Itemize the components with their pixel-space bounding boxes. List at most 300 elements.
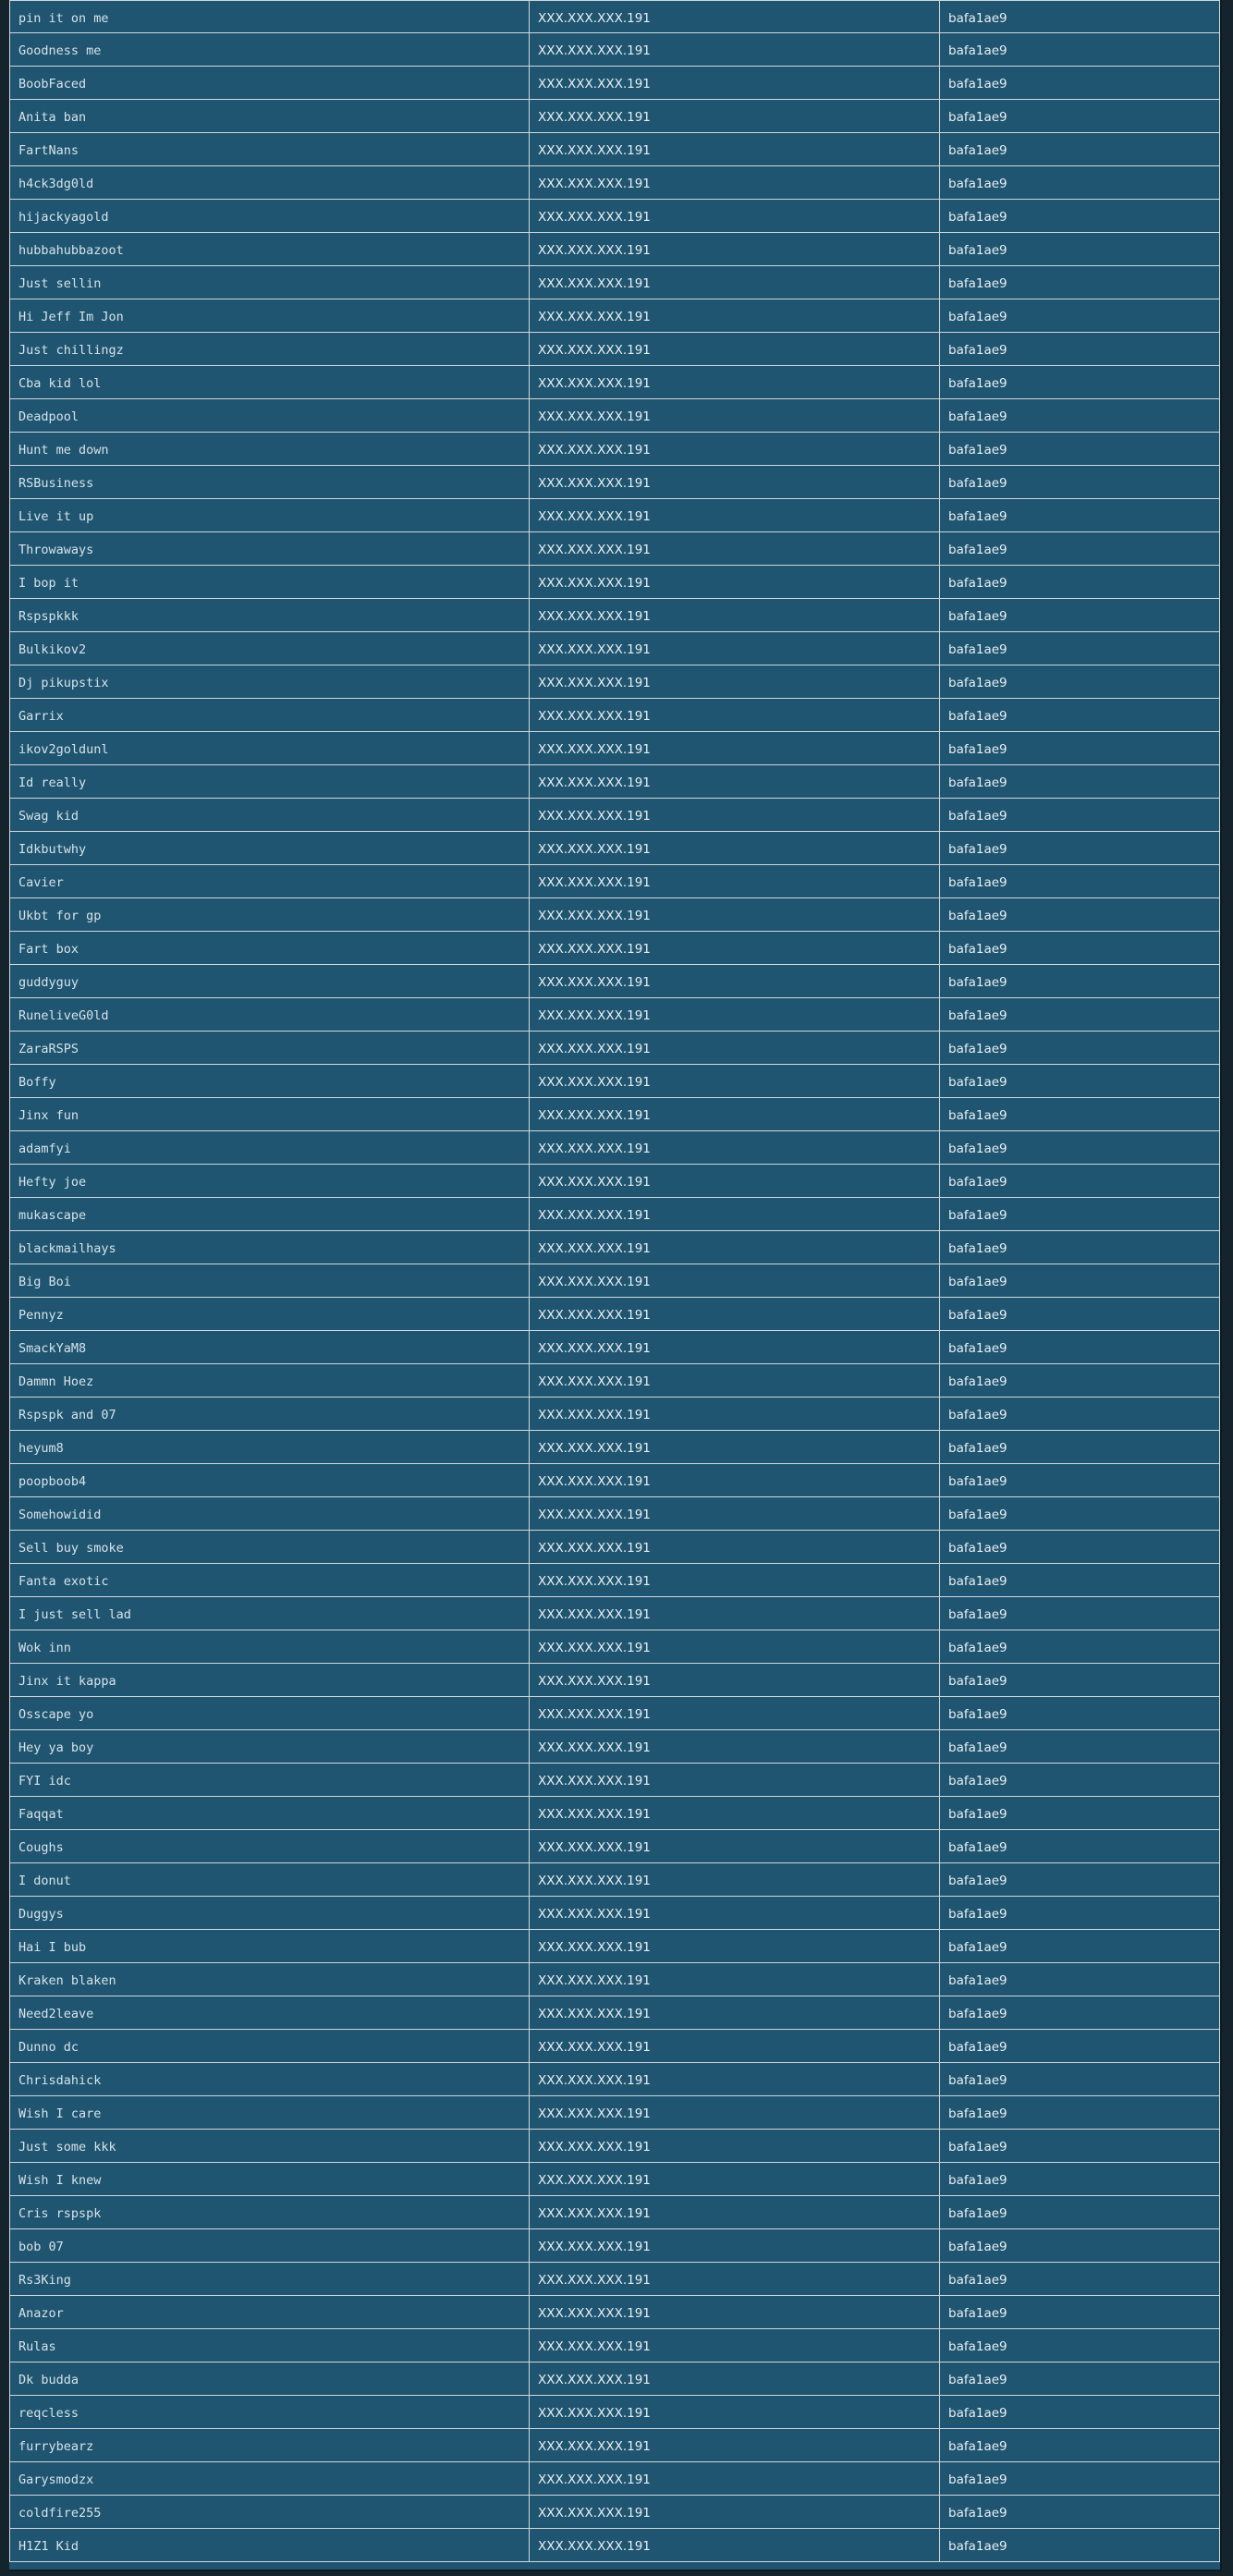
- table-row: [9, 865, 1220, 898]
- ip-address-cell: XXX.XXX.XXX.191: [529, 166, 939, 199]
- username-cell: Hi Jeff Im Jon: [9, 299, 529, 332]
- table-row: [9, 1664, 1220, 1697]
- ip-address-cell: XXX.XXX.XXX.191: [529, 1464, 939, 1496]
- table-row: [9, 2462, 1220, 2496]
- table-row: [9, 1464, 1220, 1497]
- hash-cell: bafa1ae9: [939, 1863, 1220, 1896]
- ip-address-cell: XXX.XXX.XXX.191: [529, 2496, 939, 2528]
- hash-cell: bafa1ae9: [939, 1830, 1220, 1862]
- hash-cell: bafa1ae9: [939, 2163, 1220, 2195]
- hash-cell: bafa1ae9: [939, 2130, 1220, 2162]
- username-cell: I bop it: [9, 566, 529, 598]
- table-row: [9, 1564, 1220, 1597]
- ip-address-cell: XXX.XXX.XXX.191: [529, 1930, 939, 1962]
- table-row: [9, 699, 1220, 732]
- username-cell: guddyguy: [9, 965, 529, 997]
- username-cell: Hunt me down: [9, 433, 529, 465]
- username-cell: Chrisdahick: [9, 2063, 529, 2095]
- hash-cell: bafa1ae9: [939, 699, 1220, 731]
- table-row: [9, 1098, 1220, 1131]
- ip-address-cell: XXX.XXX.XXX.191: [529, 1664, 939, 1696]
- table-row: [9, 2329, 1220, 2362]
- table-row: [9, 0, 1220, 33]
- username-cell: SmackYaM8: [9, 1331, 529, 1363]
- username-cell: Id really: [9, 765, 529, 798]
- accounts-table-panel: [9, 0, 1222, 2571]
- table-row: [9, 2063, 1220, 2096]
- username-cell: Idkbutwhy: [9, 832, 529, 864]
- table-row: [9, 932, 1220, 965]
- username-cell: Fanta exotic: [9, 1564, 529, 1596]
- hash-cell: bafa1ae9: [939, 998, 1220, 1031]
- ip-address-cell: XXX.XXX.XXX.191: [529, 2130, 939, 2162]
- table-row: [9, 1897, 1220, 1930]
- username-cell: Dammn Hoez: [9, 1364, 529, 1397]
- hash-cell: bafa1ae9: [939, 1165, 1220, 1197]
- username-cell: H1Z1 Kid: [9, 2529, 529, 2561]
- username-cell: Ukbt for gp: [9, 898, 529, 931]
- table-row: [9, 2096, 1220, 2130]
- hash-cell: bafa1ae9: [939, 1630, 1220, 1663]
- username-cell: Jinx it kappa: [9, 1664, 529, 1696]
- username-cell: Big Boi: [9, 1264, 529, 1297]
- username-cell: I donut: [9, 1863, 529, 1896]
- username-cell: Just sellin: [9, 266, 529, 299]
- hash-cell: bafa1ae9: [939, 1697, 1220, 1729]
- ip-address-cell: XXX.XXX.XXX.191: [529, 2396, 939, 2428]
- hash-cell: bafa1ae9: [939, 1298, 1220, 1330]
- hash-cell: bafa1ae9: [939, 2496, 1220, 2528]
- ip-address-cell: XXX.XXX.XXX.191: [529, 732, 939, 764]
- hash-cell: bafa1ae9: [939, 166, 1220, 199]
- ip-address-cell: XXX.XXX.XXX.191: [529, 2263, 939, 2295]
- table-row: [9, 366, 1220, 399]
- username-cell: ZaraRSPS: [9, 1032, 529, 1064]
- table-row: [9, 299, 1220, 333]
- ip-address-cell: XXX.XXX.XXX.191: [529, 266, 939, 299]
- table-row: [9, 566, 1220, 599]
- ip-address-cell: XXX.XXX.XXX.191: [529, 998, 939, 1031]
- table-row: [9, 1364, 1220, 1398]
- username-cell: I just sell lad: [9, 1597, 529, 1630]
- ip-address-cell: XXX.XXX.XXX.191: [529, 2163, 939, 2195]
- hash-cell: bafa1ae9: [939, 100, 1220, 132]
- ip-address-cell: XXX.XXX.XXX.191: [529, 433, 939, 465]
- table-row: [9, 2362, 1220, 2396]
- ip-address-cell: XXX.XXX.XXX.191: [529, 1697, 939, 1729]
- username-cell: hubbahubbazoot: [9, 233, 529, 265]
- hash-cell: bafa1ae9: [939, 1032, 1220, 1064]
- ip-address-cell: XXX.XXX.XXX.191: [529, 33, 939, 66]
- table-row: [9, 1630, 1220, 1664]
- table-row: [9, 599, 1220, 632]
- username-cell: Swag kid: [9, 799, 529, 831]
- accounts-table: [9, 0, 1220, 2562]
- hash-cell: bafa1ae9: [939, 33, 1220, 66]
- hash-cell: bafa1ae9: [939, 1564, 1220, 1596]
- table-row: [9, 632, 1220, 665]
- username-cell: Duggys: [9, 1897, 529, 1929]
- username-cell: Rspspkkk: [9, 599, 529, 631]
- hash-cell: bafa1ae9: [939, 532, 1220, 565]
- hash-cell: bafa1ae9: [939, 1464, 1220, 1496]
- table-row: [9, 466, 1220, 499]
- username-cell: Anazor: [9, 2296, 529, 2328]
- table-row: [9, 2429, 1220, 2462]
- hash-cell: bafa1ae9: [939, 1231, 1220, 1264]
- hash-cell: bafa1ae9: [939, 1, 1220, 33]
- ip-address-cell: XXX.XXX.XXX.191: [529, 1963, 939, 1996]
- hash-cell: bafa1ae9: [939, 1364, 1220, 1397]
- hash-cell: bafa1ae9: [939, 1331, 1220, 1363]
- ip-address-cell: XXX.XXX.XXX.191: [529, 2529, 939, 2561]
- username-cell: Boffy: [9, 1065, 529, 1097]
- ip-address-cell: XXX.XXX.XXX.191: [529, 532, 939, 565]
- ip-address-cell: XXX.XXX.XXX.191: [529, 2429, 939, 2461]
- ip-address-cell: XXX.XXX.XXX.191: [529, 1065, 939, 1097]
- table-row: [9, 2196, 1220, 2229]
- username-cell: Coughs: [9, 1830, 529, 1862]
- username-cell: Sell buy smoke: [9, 1531, 529, 1563]
- ip-address-cell: XXX.XXX.XXX.191: [529, 1264, 939, 1297]
- ip-address-cell: XXX.XXX.XXX.191: [529, 1331, 939, 1363]
- username-cell: Kraken blaken: [9, 1963, 529, 1996]
- username-cell: mukascape: [9, 1198, 529, 1230]
- table-row: [9, 1032, 1220, 1065]
- table-row: [9, 1431, 1220, 1464]
- username-cell: BoobFaced: [9, 67, 529, 99]
- table-row: [9, 2163, 1220, 2196]
- hash-cell: bafa1ae9: [939, 2229, 1220, 2262]
- ip-address-cell: XXX.XXX.XXX.191: [529, 2329, 939, 2362]
- ip-address-cell: XXX.XXX.XXX.191: [529, 2096, 939, 2129]
- table-row: [9, 2529, 1220, 2562]
- table-row: [9, 1996, 1220, 2030]
- ip-address-cell: XXX.XXX.XXX.191: [529, 1198, 939, 1230]
- ip-address-cell: XXX.XXX.XXX.191: [529, 1131, 939, 1164]
- hash-cell: bafa1ae9: [939, 2429, 1220, 2461]
- ip-address-cell: XXX.XXX.XXX.191: [529, 333, 939, 365]
- username-cell: Anita ban: [9, 100, 529, 132]
- hash-cell: bafa1ae9: [939, 466, 1220, 498]
- table-row: [9, 1797, 1220, 1830]
- hash-cell: bafa1ae9: [939, 865, 1220, 897]
- hash-cell: bafa1ae9: [939, 1497, 1220, 1530]
- table-row: [9, 100, 1220, 133]
- hash-cell: bafa1ae9: [939, 632, 1220, 665]
- ip-address-cell: XXX.XXX.XXX.191: [529, 566, 939, 598]
- username-cell: Dunno dc: [9, 2030, 529, 2062]
- hash-cell: bafa1ae9: [939, 1996, 1220, 2029]
- table-row: [9, 1231, 1220, 1264]
- hash-cell: bafa1ae9: [939, 2362, 1220, 2395]
- ip-address-cell: XXX.XXX.XXX.191: [529, 1764, 939, 1796]
- table-row: [9, 1497, 1220, 1531]
- ip-address-cell: XXX.XXX.XXX.191: [529, 865, 939, 897]
- table-row: [9, 1298, 1220, 1331]
- username-cell: heyum8: [9, 1431, 529, 1463]
- ip-address-cell: XXX.XXX.XXX.191: [529, 499, 939, 531]
- hash-cell: bafa1ae9: [939, 832, 1220, 864]
- ip-address-cell: XXX.XXX.XXX.191: [529, 699, 939, 731]
- table-row: [9, 1930, 1220, 1963]
- username-cell: Rspspk and 07: [9, 1398, 529, 1430]
- ip-address-cell: XXX.XXX.XXX.191: [529, 1298, 939, 1330]
- hash-cell: bafa1ae9: [939, 67, 1220, 99]
- table-row: [9, 2396, 1220, 2429]
- username-cell: Fart box: [9, 932, 529, 964]
- ip-address-cell: XXX.XXX.XXX.191: [529, 632, 939, 665]
- ip-address-cell: XXX.XXX.XXX.191: [529, 1630, 939, 1663]
- ip-address-cell: XXX.XXX.XXX.191: [529, 965, 939, 997]
- ip-address-cell: XXX.XXX.XXX.191: [529, 1231, 939, 1264]
- ip-address-cell: XXX.XXX.XXX.191: [529, 1497, 939, 1530]
- ip-address-cell: XXX.XXX.XXX.191: [529, 665, 939, 698]
- table-row: [9, 998, 1220, 1032]
- ip-address-cell: XXX.XXX.XXX.191: [529, 2030, 939, 2062]
- hash-cell: bafa1ae9: [939, 2329, 1220, 2362]
- username-cell: Garysmodzx: [9, 2462, 529, 2495]
- ip-address-cell: XXX.XXX.XXX.191: [529, 1, 939, 33]
- table-row: [9, 166, 1220, 200]
- table-row: [9, 1597, 1220, 1630]
- ip-address-cell: XXX.XXX.XXX.191: [529, 1597, 939, 1630]
- hash-cell: bafa1ae9: [939, 1664, 1220, 1696]
- table-row: [9, 2229, 1220, 2263]
- username-cell: furrybearz: [9, 2429, 529, 2461]
- hash-cell: bafa1ae9: [939, 1131, 1220, 1164]
- table-row: [9, 1165, 1220, 1198]
- ip-address-cell: XXX.XXX.XXX.191: [529, 1098, 939, 1130]
- hash-cell: bafa1ae9: [939, 266, 1220, 299]
- hash-cell: bafa1ae9: [939, 1930, 1220, 1962]
- ip-address-cell: XXX.XXX.XXX.191: [529, 133, 939, 165]
- username-cell: Live it up: [9, 499, 529, 531]
- hash-cell: bafa1ae9: [939, 1531, 1220, 1563]
- username-cell: Wish I care: [9, 2096, 529, 2129]
- username-cell: Somehowidid: [9, 1497, 529, 1530]
- hash-cell: bafa1ae9: [939, 2063, 1220, 2095]
- username-cell: Jinx fun: [9, 1098, 529, 1130]
- ip-address-cell: XXX.XXX.XXX.191: [529, 1531, 939, 1563]
- table-row: [9, 1065, 1220, 1098]
- ip-address-cell: XXX.XXX.XXX.191: [529, 1398, 939, 1430]
- table-row: [9, 433, 1220, 466]
- table-row: [9, 898, 1220, 932]
- username-cell: RSBusiness: [9, 466, 529, 498]
- hash-cell: bafa1ae9: [939, 1597, 1220, 1630]
- hash-cell: bafa1ae9: [939, 299, 1220, 332]
- hash-cell: bafa1ae9: [939, 200, 1220, 232]
- hash-cell: bafa1ae9: [939, 2030, 1220, 2062]
- ip-address-cell: XXX.XXX.XXX.191: [529, 1996, 939, 2029]
- table-row: [9, 2130, 1220, 2163]
- hash-cell: bafa1ae9: [939, 433, 1220, 465]
- username-cell: pin it on me: [9, 1, 529, 33]
- table-row: [9, 333, 1220, 366]
- table-row: [9, 799, 1220, 832]
- ip-address-cell: XXX.XXX.XXX.191: [529, 898, 939, 931]
- hash-cell: bafa1ae9: [939, 1098, 1220, 1130]
- username-cell: Pennyz: [9, 1298, 529, 1330]
- ip-address-cell: XXX.XXX.XXX.191: [529, 67, 939, 99]
- table-row: [9, 732, 1220, 765]
- username-cell: Hefty joe: [9, 1165, 529, 1197]
- hash-cell: bafa1ae9: [939, 732, 1220, 764]
- table-row: [9, 1697, 1220, 1730]
- username-cell: Wish I knew: [9, 2163, 529, 2195]
- table-row: [9, 33, 1220, 67]
- username-cell: Cavier: [9, 865, 529, 897]
- hash-cell: bafa1ae9: [939, 566, 1220, 598]
- username-cell: RuneliveG0ld: [9, 998, 529, 1031]
- ip-address-cell: XXX.XXX.XXX.191: [529, 366, 939, 398]
- table-row: [9, 499, 1220, 532]
- table-row: [9, 665, 1220, 699]
- table-row: [9, 532, 1220, 566]
- table-row: [9, 399, 1220, 433]
- username-cell: hijackyagold: [9, 200, 529, 232]
- table-row: [9, 1863, 1220, 1897]
- table-row: [9, 965, 1220, 998]
- username-cell: Osscape yo: [9, 1697, 529, 1729]
- table-row: [9, 1730, 1220, 1764]
- hash-cell: bafa1ae9: [939, 1963, 1220, 1996]
- username-cell: FYI idc: [9, 1764, 529, 1796]
- table-row: [9, 1963, 1220, 1996]
- username-cell: Cba kid lol: [9, 366, 529, 398]
- ip-address-cell: XXX.XXX.XXX.191: [529, 100, 939, 132]
- hash-cell: bafa1ae9: [939, 1264, 1220, 1297]
- ip-address-cell: XXX.XXX.XXX.191: [529, 1564, 939, 1596]
- username-cell: Throwaways: [9, 532, 529, 565]
- username-cell: Rs3King: [9, 2263, 529, 2295]
- username-cell: poopboob4: [9, 1464, 529, 1496]
- username-cell: Dj pikupstix: [9, 665, 529, 698]
- table-row: [9, 233, 1220, 266]
- ip-address-cell: XXX.XXX.XXX.191: [529, 2462, 939, 2495]
- username-cell: Dk budda: [9, 2362, 529, 2395]
- table-row: [9, 67, 1220, 100]
- table-row: [9, 1331, 1220, 1364]
- ip-address-cell: XXX.XXX.XXX.191: [529, 932, 939, 964]
- ip-address-cell: XXX.XXX.XXX.191: [529, 233, 939, 265]
- hash-cell: bafa1ae9: [939, 665, 1220, 698]
- ip-address-cell: XXX.XXX.XXX.191: [529, 2229, 939, 2262]
- username-cell: Rulas: [9, 2329, 529, 2362]
- table-row: [9, 1764, 1220, 1797]
- hash-cell: bafa1ae9: [939, 765, 1220, 798]
- username-cell: ikov2goldunl: [9, 732, 529, 764]
- table-row: [9, 1131, 1220, 1165]
- username-cell: reqcless: [9, 2396, 529, 2428]
- hash-cell: bafa1ae9: [939, 2096, 1220, 2129]
- ip-address-cell: XXX.XXX.XXX.191: [529, 399, 939, 432]
- username-cell: Just chillingz: [9, 333, 529, 365]
- table-row: [9, 266, 1220, 299]
- hash-cell: bafa1ae9: [939, 499, 1220, 531]
- ip-address-cell: XXX.XXX.XXX.191: [529, 2362, 939, 2395]
- hash-cell: bafa1ae9: [939, 1431, 1220, 1463]
- ip-address-cell: XXX.XXX.XXX.191: [529, 1431, 939, 1463]
- hash-cell: bafa1ae9: [939, 133, 1220, 165]
- hash-cell: bafa1ae9: [939, 1198, 1220, 1230]
- hash-cell: bafa1ae9: [939, 1065, 1220, 1097]
- hash-cell: bafa1ae9: [939, 1764, 1220, 1796]
- hash-cell: bafa1ae9: [939, 2263, 1220, 2295]
- hash-cell: bafa1ae9: [939, 1897, 1220, 1929]
- username-cell: Just some kkk: [9, 2130, 529, 2162]
- ip-address-cell: XXX.XXX.XXX.191: [529, 1730, 939, 1763]
- username-cell: Hey ya boy: [9, 1730, 529, 1763]
- table-row: [9, 1531, 1220, 1564]
- hash-cell: bafa1ae9: [939, 2529, 1220, 2561]
- hash-cell: bafa1ae9: [939, 1398, 1220, 1430]
- ip-address-cell: XXX.XXX.XXX.191: [529, 2296, 939, 2328]
- ip-address-cell: XXX.XXX.XXX.191: [529, 765, 939, 798]
- table-row: [9, 1830, 1220, 1863]
- hash-cell: bafa1ae9: [939, 333, 1220, 365]
- hash-cell: bafa1ae9: [939, 1797, 1220, 1829]
- table-row: [9, 765, 1220, 799]
- ip-address-cell: XXX.XXX.XXX.191: [529, 1165, 939, 1197]
- table-row: [9, 133, 1220, 166]
- table-row: [9, 832, 1220, 865]
- hash-cell: bafa1ae9: [939, 599, 1220, 631]
- ip-address-cell: XXX.XXX.XXX.191: [529, 1797, 939, 1829]
- table-row: [9, 200, 1220, 233]
- hash-cell: bafa1ae9: [939, 1730, 1220, 1763]
- username-cell: h4ck3dg0ld: [9, 166, 529, 199]
- username-cell: Cris rspspk: [9, 2196, 529, 2228]
- table-row: [9, 2496, 1220, 2529]
- ip-address-cell: XXX.XXX.XXX.191: [529, 1032, 939, 1064]
- ip-address-cell: XXX.XXX.XXX.191: [529, 799, 939, 831]
- ip-address-cell: XXX.XXX.XXX.191: [529, 200, 939, 232]
- hash-cell: bafa1ae9: [939, 399, 1220, 432]
- username-cell: Goodness me: [9, 33, 529, 66]
- ip-address-cell: XXX.XXX.XXX.191: [529, 832, 939, 864]
- hash-cell: bafa1ae9: [939, 932, 1220, 964]
- table-row: [9, 1264, 1220, 1298]
- hash-cell: bafa1ae9: [939, 2196, 1220, 2228]
- ip-address-cell: XXX.XXX.XXX.191: [529, 2196, 939, 2228]
- hash-cell: bafa1ae9: [939, 2396, 1220, 2428]
- table-row: [9, 2296, 1220, 2329]
- username-cell: Garrix: [9, 699, 529, 731]
- hash-cell: bafa1ae9: [939, 965, 1220, 997]
- ip-address-cell: XXX.XXX.XXX.191: [529, 466, 939, 498]
- username-cell: Wok inn: [9, 1630, 529, 1663]
- table-row: [9, 2263, 1220, 2296]
- hash-cell: bafa1ae9: [939, 233, 1220, 265]
- hash-cell: bafa1ae9: [939, 2462, 1220, 2495]
- hash-cell: bafa1ae9: [939, 799, 1220, 831]
- ip-address-cell: XXX.XXX.XXX.191: [529, 1863, 939, 1896]
- hash-cell: bafa1ae9: [939, 366, 1220, 398]
- table-row: [9, 1398, 1220, 1431]
- username-cell: Bulkikov2: [9, 632, 529, 665]
- table-row: [9, 2030, 1220, 2063]
- username-cell: Hai I bub: [9, 1930, 529, 1962]
- ip-address-cell: XXX.XXX.XXX.191: [529, 1897, 939, 1929]
- ip-address-cell: XXX.XXX.XXX.191: [529, 2063, 939, 2095]
- username-cell: Need2leave: [9, 1996, 529, 2029]
- username-cell: bob 07: [9, 2229, 529, 2262]
- username-cell: adamfyi: [9, 1131, 529, 1164]
- username-cell: Faqqat: [9, 1797, 529, 1829]
- ip-address-cell: XXX.XXX.XXX.191: [529, 599, 939, 631]
